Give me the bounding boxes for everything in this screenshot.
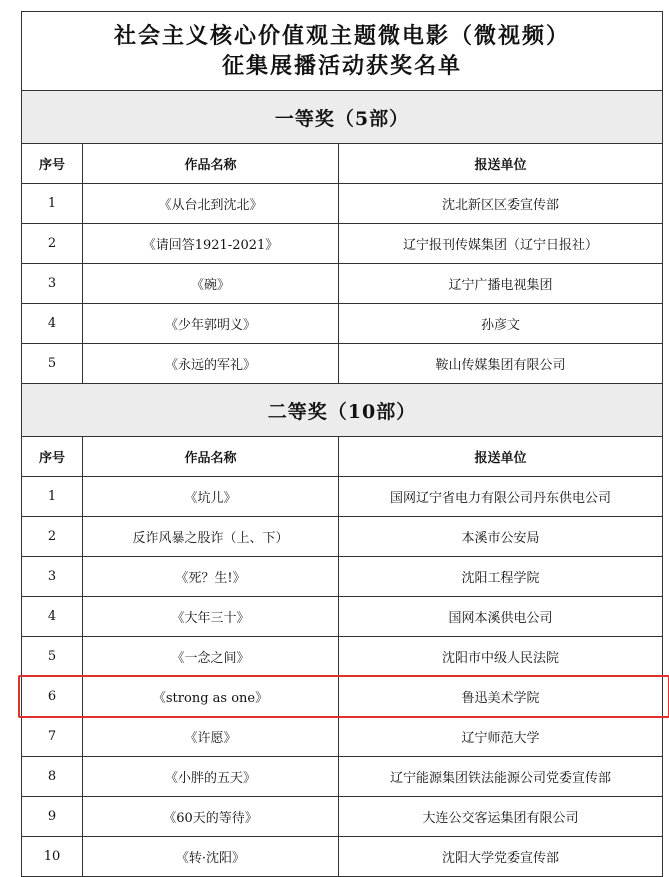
table-row [22, 717, 662, 757]
section-first-prize-header: 一等奖（5部） [22, 91, 662, 144]
row-work-title: 《许愿》 [83, 717, 339, 756]
row-work-title: 《转·沈阳》 [83, 837, 339, 876]
table-row [22, 837, 662, 877]
row-submitting-unit: 国网本溪供电公司 [448, 611, 553, 626]
row-work-title: 《从台北到沈北》 [83, 184, 339, 223]
row-submitting-unit: 沈阳工程学院 [461, 571, 540, 586]
table-row [22, 757, 662, 797]
row-work-title: 《请回答1921-2021》 [83, 224, 339, 263]
row-work-title: 《strong as one》 [83, 677, 339, 716]
header-work-title: 作品名称 [83, 437, 339, 476]
row-submitting-unit: 沈阳大学党委宣传部 [441, 851, 559, 866]
header-index: 序号 [22, 144, 83, 183]
table-header-row [22, 437, 662, 477]
table-row [22, 184, 662, 224]
header-submitting-unit: 报送单位 [474, 451, 527, 466]
table-row [22, 304, 662, 344]
row-work-title: 反诈风暴之股诈（上、下） [83, 517, 339, 556]
row-submitting-unit: 辽宁广播电视集团 [448, 278, 553, 293]
row-work-title: 《死？生!》 [83, 557, 339, 596]
row-submitting-unit: 辽宁能源集团铁法能源公司党委宣传部 [389, 771, 611, 786]
table-row [22, 224, 662, 264]
row-index: 3 [22, 557, 83, 596]
title-line-2: 征集展播活动获奖名单 [221, 53, 462, 79]
row-work-title: 《少年郭明义》 [83, 304, 339, 343]
row-index: 8 [22, 757, 83, 796]
table-row [22, 517, 662, 557]
row-work-title: 《碗》 [83, 264, 339, 303]
row-submitting-unit: 辽宁报刊传媒集团（辽宁日报社） [402, 238, 598, 253]
header-index: 序号 [22, 437, 83, 476]
header-work-title: 作品名称 [83, 144, 339, 183]
row-submitting-unit: 孙彦文 [480, 318, 520, 333]
award-list-document [21, 11, 663, 877]
row-work-title: 《永远的军礼》 [83, 344, 339, 383]
row-submitting-unit: 鞍山传媒集团有限公司 [435, 358, 566, 373]
row-index: 1 [22, 477, 83, 516]
document-title [22, 12, 662, 91]
table-row [22, 797, 662, 837]
row-index: 2 [22, 517, 83, 556]
row-index: 4 [22, 304, 83, 343]
table-row [22, 557, 662, 597]
row-index: 5 [22, 637, 83, 676]
row-work-title: 《60天的等待》 [83, 797, 339, 836]
table-row [22, 597, 662, 637]
table-row [22, 477, 662, 517]
row-index: 1 [22, 184, 83, 223]
row-submitting-unit: 国网辽宁省电力有限公司丹东供电公司 [389, 491, 611, 506]
section-second-prize-header: 二等奖（10部） [22, 384, 662, 437]
row-submitting-unit: 大连公交客运集团有限公司 [422, 811, 579, 826]
header-submitting-unit: 报送单位 [474, 158, 527, 173]
row-submitting-unit: 沈北新区区委宣传部 [441, 198, 559, 213]
row-work-title: 《坑儿》 [83, 477, 339, 516]
table-row [22, 344, 662, 384]
table-header-row [22, 144, 662, 184]
table-row-highlighted [22, 677, 662, 717]
row-submitting-unit: 辽宁师范大学 [461, 731, 540, 746]
row-index: 10 [22, 837, 83, 876]
row-submitting-unit: 沈阳市中级人民法院 [441, 651, 559, 666]
table-row [22, 637, 662, 677]
row-index: 7 [22, 717, 83, 756]
row-work-title: 《大年三十》 [83, 597, 339, 636]
title-line-1: 社会主义核心价值观主题微电影（微视频） [113, 23, 570, 49]
row-index: 2 [22, 224, 83, 263]
row-index: 6 [22, 677, 83, 716]
row-work-title: 《一念之间》 [83, 637, 339, 676]
row-index: 3 [22, 264, 83, 303]
row-submitting-unit: 本溪市公安局 [461, 531, 540, 546]
table-row [22, 264, 662, 304]
row-index: 5 [22, 344, 83, 383]
row-submitting-unit: 鲁迅美术学院 [461, 691, 540, 706]
row-index: 9 [22, 797, 83, 836]
row-work-title: 《小胖的五天》 [83, 757, 339, 796]
row-index: 4 [22, 597, 83, 636]
